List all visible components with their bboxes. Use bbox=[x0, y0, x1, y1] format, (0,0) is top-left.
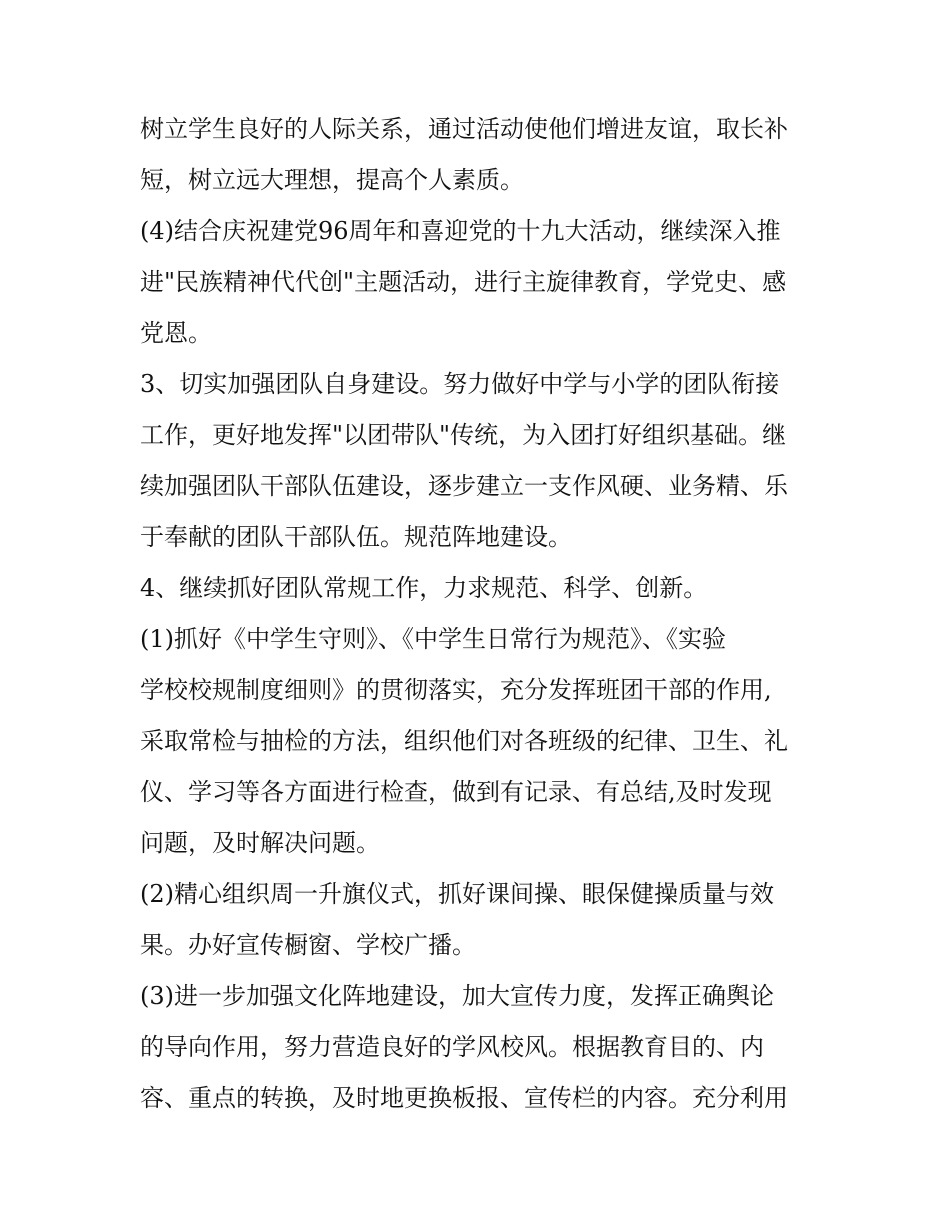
text-line: 采取常检与抽检的方法，组织他们对各班级的纪律、卫生、礼 bbox=[140, 727, 788, 755]
text-line: 续加强团队干部队伍建设，逐步建立一支作风硬、业务精、乐 bbox=[140, 472, 788, 500]
text-line: 学校校规制度细则》的贯彻落实，充分发挥班团干部的作用, bbox=[140, 676, 772, 704]
text-line: (3)进一步加强文化阵地建设，加大宣传力度，发挥正确舆论 bbox=[140, 982, 774, 1010]
text-line: 的导向作用，努力营造良好的学风校风。根据教育目的、内 bbox=[140, 1033, 764, 1061]
text-line: 工作，更好地发挥"以团带队"传统，为入团打好组织基础。继 bbox=[140, 421, 787, 449]
text-line: 果。办好宣传橱窗、学校广播。 bbox=[140, 931, 476, 959]
text-line: 4、继续抓好团队常规工作，力求规范、科学、创新。 bbox=[140, 574, 708, 602]
text-line: 3、切实加强团队自身建设。努力做好中学与小学的团队衔接 bbox=[140, 370, 780, 398]
text-line: 党恩。 bbox=[140, 319, 212, 347]
text-line: 容、重点的转换，及时地更换板报、宣传栏的内容。充分利用 bbox=[140, 1084, 788, 1112]
text-line: 进"民族精神代代创"主题活动，进行主旋律教育，学党史、感 bbox=[140, 268, 787, 296]
text-line: 树立学生良好的人际关系，通过活动使他们增进友谊，取长补 bbox=[140, 115, 788, 143]
text-line: (1)抓好《中学生守则》、《中学生日常行为规范》、《实验 bbox=[140, 625, 726, 653]
document-body bbox=[140, 104, 820, 1124]
text-line: 仪、学习等各方面进行检查，做到有记录、有总结,及时发现 bbox=[140, 778, 772, 806]
text-line: 于奉献的团队干部队伍。规范阵地建设。 bbox=[140, 523, 572, 551]
text-line: (2)精心组织周一升旗仪式，抓好课间操、眼保健操质量与效 bbox=[140, 880, 774, 908]
text-line: 短，树立远大理想，提高个人素质。 bbox=[140, 166, 524, 194]
text-line: (4)结合庆祝建党96周年和喜迎党的十九大活动，继续深入推 bbox=[140, 217, 781, 245]
text-line: 问题，及时解决问题。 bbox=[140, 829, 380, 857]
